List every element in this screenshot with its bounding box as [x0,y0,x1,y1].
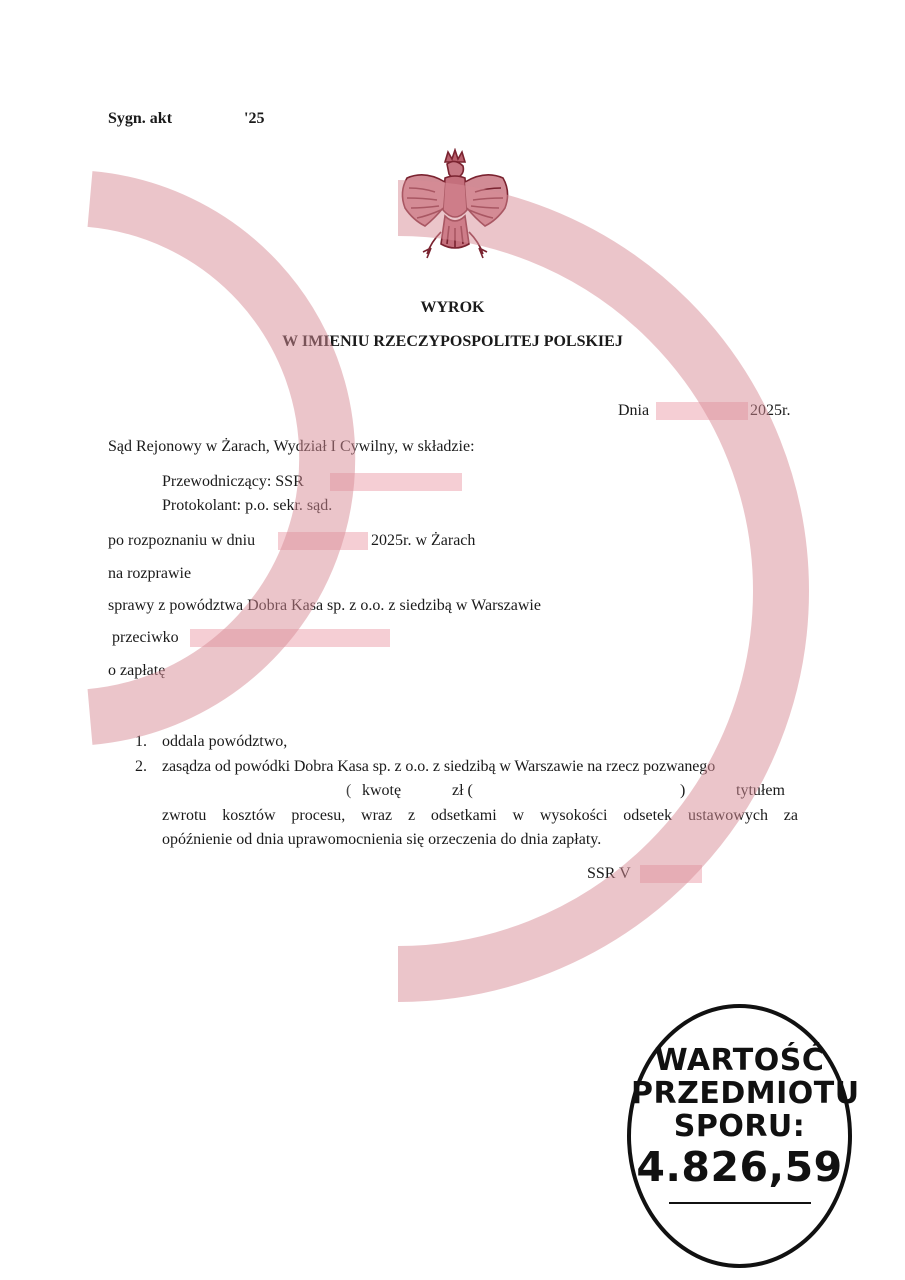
judge-signature: SSR V [587,865,631,882]
judgment-subtitle: W IMIENIU RZECZYPOSPOLITEJ POLSKIEJ [282,333,623,350]
redaction-judge-name [330,473,462,491]
badge-line-1: WARTOŚĆ [654,1043,825,1078]
badge-line-3: SPORU: [673,1109,806,1144]
fragment: kwotę [362,782,402,799]
item-partial-line [162,779,798,804]
redaction-signature [640,865,702,883]
defendant-label: przeciwko [112,629,179,646]
court-composition: Sąd Rejonowy w Żarach, Wydział I Cywilny, w składzie: [108,438,475,455]
presiding-value: SSR [275,473,304,490]
redaction-date [656,402,748,420]
item-line: zasądza od powódki Dobra Kasa sp. z o.o. z siedzibą w Warszawie na rzecz pozwanego [162,757,716,775]
hearing-date-suffix: 2025r. w Żarach [371,532,476,549]
case-subject: o zapłatę [108,662,166,679]
badge-value: 4.826,59 [636,1143,843,1191]
dispute-value-badge [627,1004,860,1268]
case-parties: sprawy z powództwa Dobra Kasa sp. z o.o. z siedzibą w Warszawie [108,597,541,614]
signature-label: Sygn. akt [108,110,173,127]
fragment: ( [346,782,352,799]
hearing-session: na rozprawie [108,565,192,582]
badge-line-2: PRZEDMIOTU [631,1076,860,1111]
presiding-label: Przewodniczący: [162,473,272,490]
fragment: zł ( [452,782,473,799]
hearing-date-prefix: po rozpoznaniu w dniu [108,532,256,549]
redaction-hearing-date [278,532,368,550]
ruling-list [108,730,798,853]
date-prefix: Dnia [618,402,650,419]
court-clerk: Protokolant: p.o. sekr. sąd. [162,497,333,514]
ruling-item [108,755,798,853]
redaction-defendant [190,629,390,647]
judgment-title: WYROK [420,299,485,316]
fragment: tytułem [736,782,785,799]
case-signature [108,109,172,129]
item-number: 1. [135,733,147,750]
item-number: 2. [135,757,147,775]
signature-suffix: '25 [244,110,265,127]
fragment: ) [680,782,686,799]
date-suffix: 2025r. [750,402,791,419]
item-line: zwrotu kosztów procesu, wraz z odsetkami w wysokości odsetek ustawowych za [162,806,798,824]
ruling-item [108,730,798,755]
badge-underline [669,1202,811,1204]
right-arc [398,208,781,974]
item-line: opóźnienie od dnia uprawomocnienia się orzeczenia do dnia zapłaty. [162,831,602,848]
white-eagle-emblem-icon [395,148,515,278]
presiding-judge [162,472,304,492]
item-text: oddala powództwo, [162,733,288,750]
